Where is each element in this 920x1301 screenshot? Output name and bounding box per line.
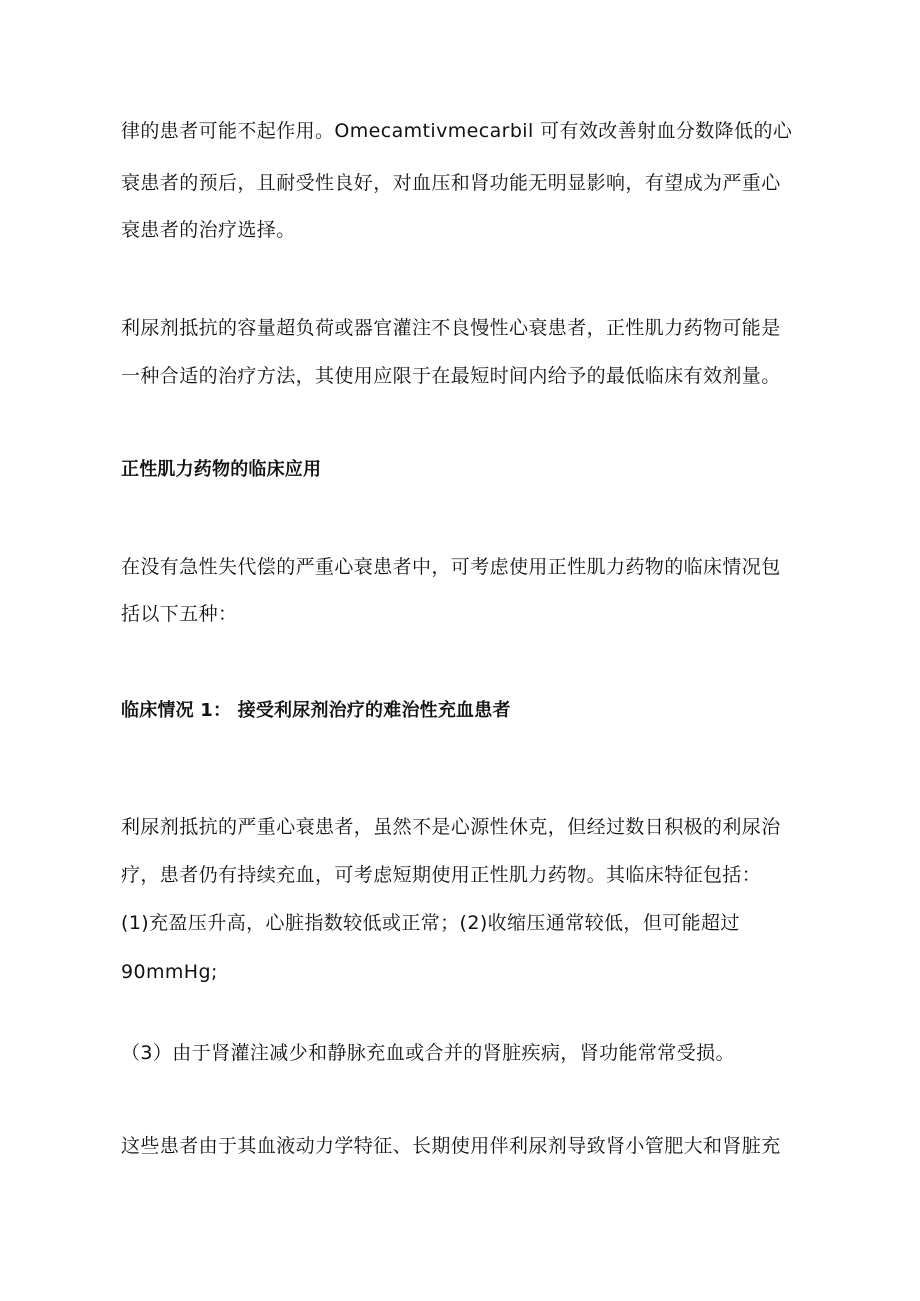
paragraph-2-line-1: 利尿剂抵抗的容量超负荷或器官灌注不良慢性心衰患者，正性肌力药物可能是 [121, 317, 781, 339]
paragraph-2-line-2: 一种合适的治疗方法，其使用应限于在最短时间内给予的最低临床有效剂量。 [121, 365, 781, 387]
paragraph-3-line-1: 在没有急性失代偿的严重心衰患者中，可考虑使用正性肌力药物的临床情况包 [121, 556, 781, 578]
section-heading-clinical-case-1: 临床情况 1： 接受利尿剂治疗的难治性充血患者 [121, 700, 511, 721]
paragraph-1-line-1: 律的患者可能不起作用。Omecamtivmecarbil 可有效改善射血分数降低的心 [121, 120, 793, 142]
paragraph-4-line-2: 疗，患者仍有持续充血，可考虑短期使用正性肌力药物。其临床特征包括： [121, 864, 762, 886]
paragraph-4-line-1: 利尿剂抵抗的严重心衰患者，虽然不是心源性休克，但经过数日积极的利尿治 [121, 816, 781, 838]
paragraph-1-line-3: 衰患者的治疗选择。 [121, 219, 296, 241]
section-heading-clinical-application: 正性肌力药物的临床应用 [121, 459, 322, 480]
paragraph-1-line-2: 衰患者的预后，且耐受性良好，对血压和肾功能无明显影响，有望成为严重心 [121, 172, 781, 194]
paragraph-6: 这些患者由于其血液动力学特征、长期使用伴利尿剂导致肾小管肥大和肾脏充 [121, 1135, 781, 1157]
paragraph-4-line-4: 90mmHg; [121, 961, 218, 983]
paragraph-3-line-2: 括以下五种： [121, 603, 238, 625]
paragraph-4-line-3: (1)充盈压升高，心脏指数较低或正常；(2)收缩压通常较低，但可能超过 [121, 912, 740, 934]
paragraph-5: （3）由于肾灌注减少和静脉充血或合并的肾脏疾病，肾功能常常受损。 [121, 1042, 735, 1064]
